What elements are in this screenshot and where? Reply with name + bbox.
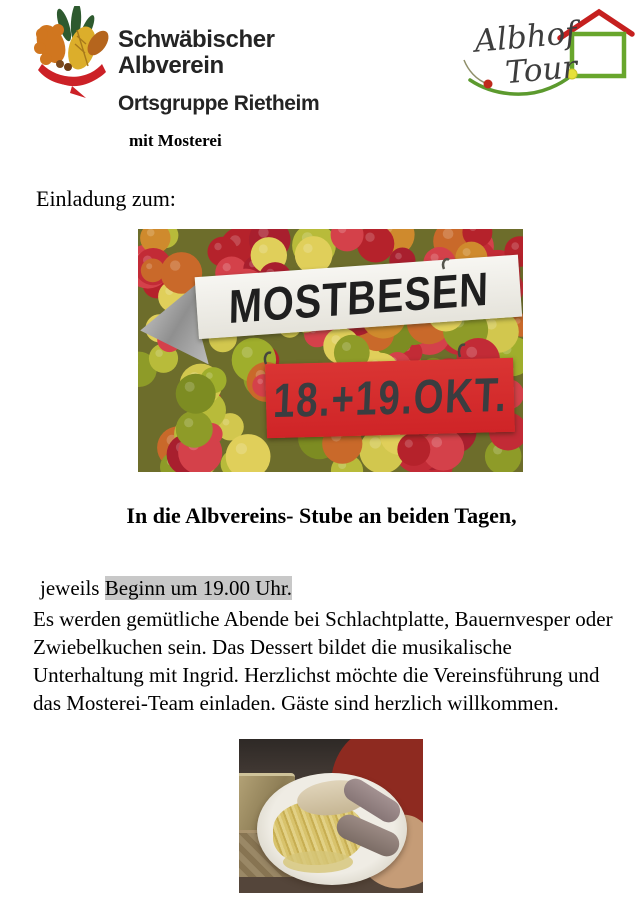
- event-heading: In die Albvereins- Stube an beiden Tagen,: [126, 503, 517, 528]
- mostbesen-poster-photo: [138, 229, 523, 472]
- albhof-tour-logo: [462, 4, 636, 104]
- club-group-name: Ortsgruppe Rietheim: [118, 92, 320, 115]
- albverein-leaves-logo-icon: [30, 6, 116, 100]
- schlachtplatte-photo: [239, 739, 423, 893]
- event-description: Es werden gemütliche Abende bei Schlachtplatte, Bauernvesper oder Zwiebelkuchen sein. Das Dessert bildet die musikalische Unterhaltung mit Ingrid. Herzlichst möchte die Vereinsführung und das Mosterei-Team einladen. Gäste sind herzlich willkommen.: [33, 607, 613, 715]
- event-time-line: [33, 576, 292, 601]
- red-dot-icon: [484, 80, 493, 89]
- date-sign: [265, 358, 515, 438]
- albhof-word2: Tour: [503, 49, 579, 92]
- club-subtitle: mit Mosterei: [129, 131, 222, 150]
- invitation-lead: Einladung zum:: [36, 186, 176, 211]
- mostbesen-sign-text: MOSTBESEN: [227, 261, 489, 333]
- date-sign-text: 18.+19.OKT.: [271, 368, 509, 428]
- albhof-word1: Albhof: [473, 14, 579, 60]
- mostbesen-banner: [195, 255, 523, 339]
- club-name-line2: Albverein: [118, 52, 224, 79]
- club-name-line1: Schwäbischer: [118, 26, 275, 53]
- time-prefix: jeweils: [40, 576, 105, 600]
- juice-shape: [283, 851, 353, 873]
- time-highlighted-text: Beginn um 19.00 Uhr.: [104, 576, 292, 600]
